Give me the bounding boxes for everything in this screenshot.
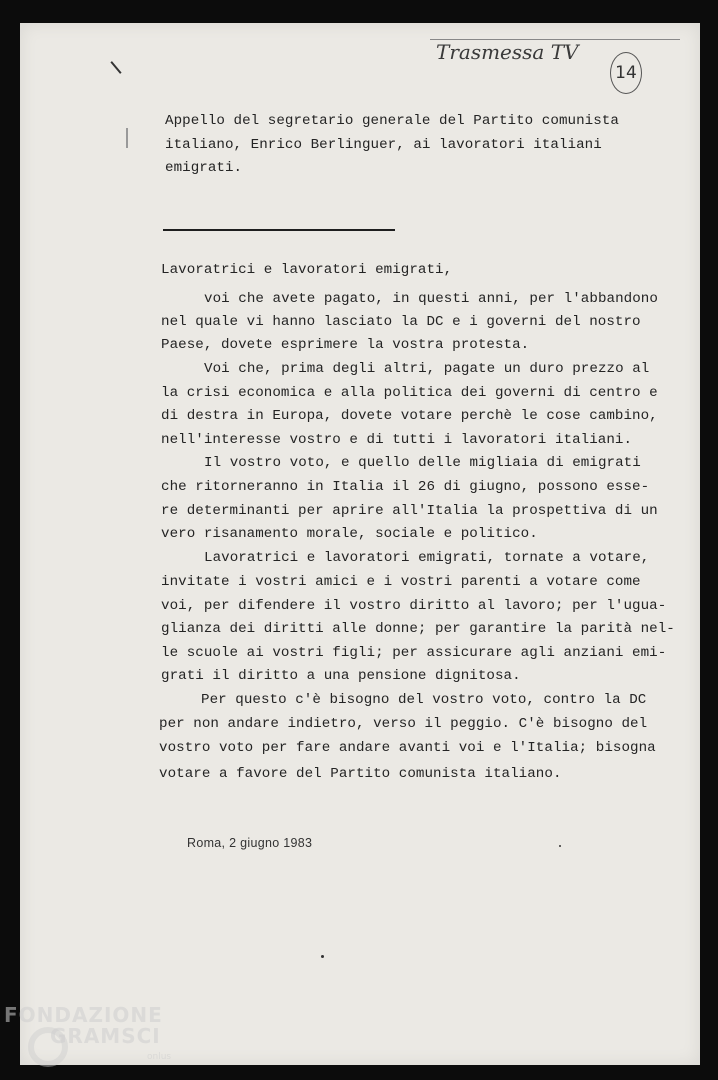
body-line: vero risanamento morale, sociale e politico. [161, 526, 538, 542]
body-line: re determinanti per aprire all'Italia la prospettiva di un [161, 503, 658, 519]
ink-speck [321, 955, 324, 958]
body-line: Voi che, prima degli altri, pagate un duro prezzo al [204, 361, 650, 377]
document-page [20, 23, 700, 1065]
body-line: per non andare indietro, verso il peggio. C'è bisogno del [159, 716, 648, 732]
salutation: Lavoratrici e lavoratori emigrati, [161, 262, 453, 278]
body-line: Paese, dovete esprimere la vostra protesta. [161, 337, 530, 353]
body-line: invitate i vostri amici e i vostri parenti a votare come [161, 574, 641, 590]
ink-speck [559, 845, 561, 847]
body-line: che ritorneranno in Italia il 26 di giugno, possono esse- [161, 479, 650, 495]
body-line: vostro voto per fare andare avanti voi e l'Italia; bisogna [159, 740, 656, 756]
date-line: Roma, 2 giugno 1983 [187, 836, 313, 850]
margin-mark [126, 128, 128, 148]
body-line: grati il diritto a una pensione dignitosa. [161, 668, 521, 684]
body-line: di destra in Europa, dovete votare perchè le cose cambino, [161, 408, 658, 424]
header-line: emigrati. [165, 160, 243, 176]
body-line: voi che avete pagato, in questi anni, per l'abbandono [204, 291, 658, 307]
body-line: Per questo c'è bisogno del vostro voto, contro la DC [201, 692, 647, 708]
handwritten-note: Trasmessa TV [436, 40, 579, 64]
header-line: italiano, Enrico Berlinguer, ai lavoratori italiani [165, 137, 602, 153]
body-line: nel quale vi hanno lasciato la DC e i governi del nostro [161, 314, 641, 330]
body-line: nell'interesse vostro e di tutti i lavoratori italiani. [161, 432, 633, 448]
watermark-line3: onlus [147, 1052, 172, 1062]
watermark-line1: FONDAZIONE [4, 1003, 163, 1027]
body-line: Lavoratrici e lavoratori emigrati, tornate a votare, [204, 550, 650, 566]
separator-line [163, 229, 395, 231]
watermark-line2: GRAMSCI [50, 1024, 161, 1048]
body-line: votare a favore del Partito comunista italiano. [159, 766, 562, 782]
body-line: le scuole ai vostri figli; per assicurare agli anziani emi- [161, 645, 667, 661]
page-number-circle: 14 [610, 52, 642, 94]
body-line: la crisi economica e alla politica dei governi di centro e [161, 385, 658, 401]
header-line: Appello del segretario generale del Partito comunista [165, 113, 619, 129]
body-line: glianza dei diritti alle donne; per garantire la parità nel- [161, 621, 675, 637]
body-line: Il vostro voto, e quello delle migliaia di emigrati [204, 455, 641, 471]
body-line: voi, per difendere il vostro diritto al lavoro; per l'ugua- [161, 598, 667, 614]
